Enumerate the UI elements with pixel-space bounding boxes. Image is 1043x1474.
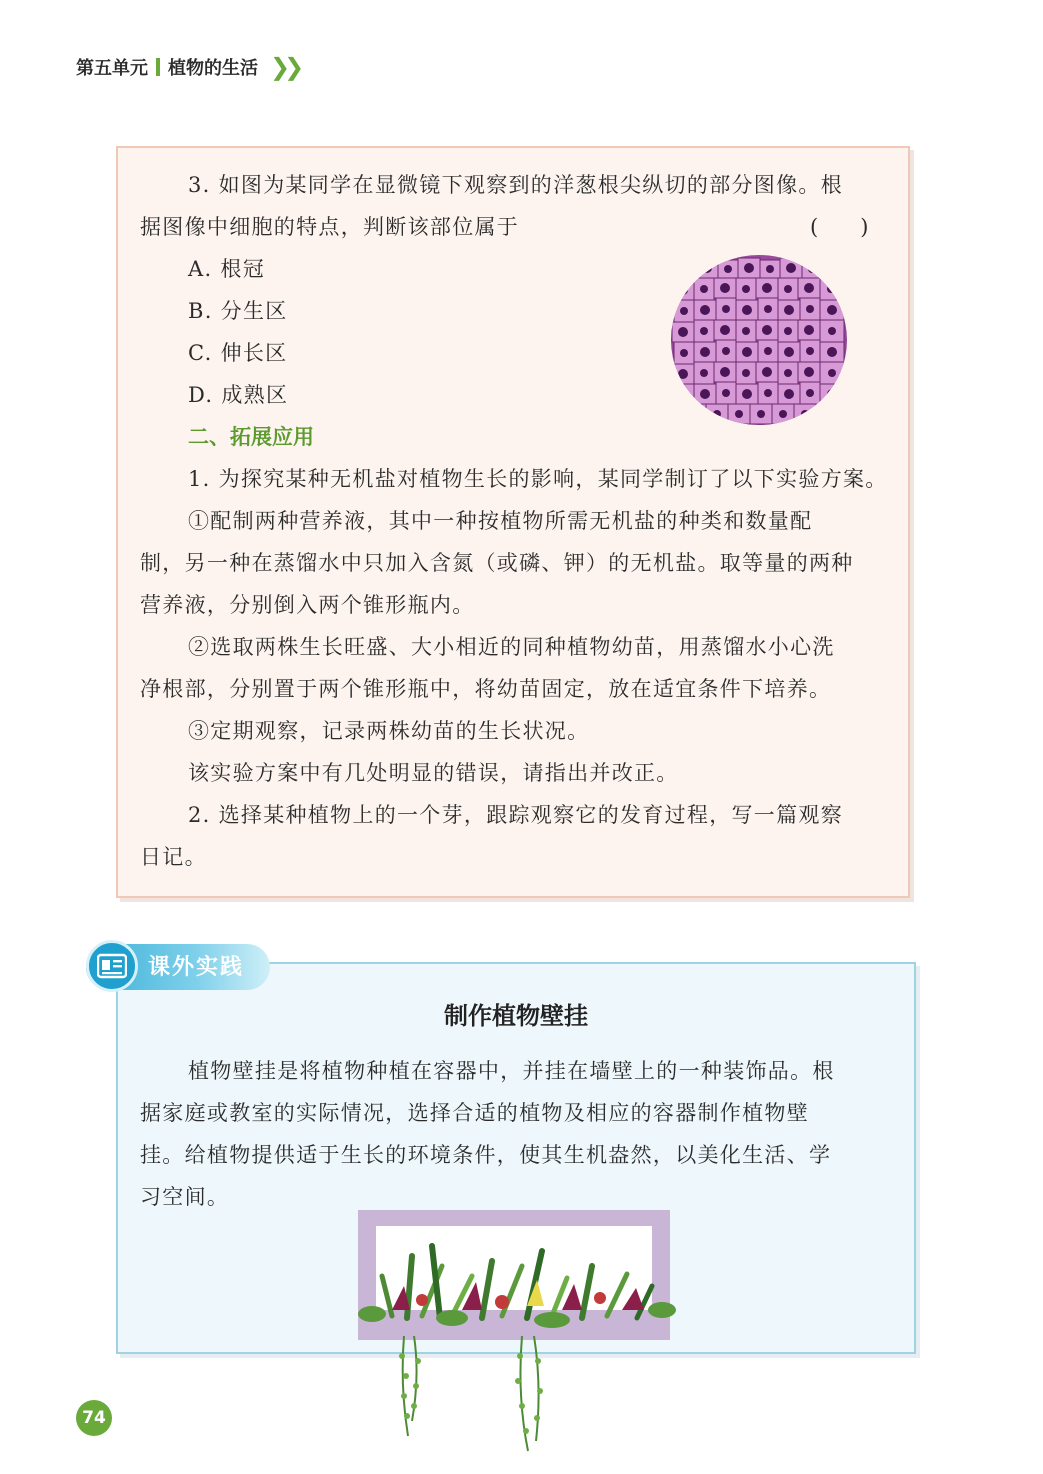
option-b: B. 分生区 [188, 299, 288, 323]
running-header [76, 52, 298, 82]
option-a: A. 根冠 [188, 257, 266, 281]
practice-paragraph-line: 植物壁挂是将植物种植在容器中，并挂在墙壁上的一种装饰品。根 [188, 1059, 835, 1083]
paragraph-line: 该实验方案中有几处明显的错误，请指出并改正。 [188, 761, 679, 785]
paragraph-line: 1. 为探究某种无机盐对植物生长的影响，某同学制订了以下实验方案。 [188, 467, 888, 491]
paragraph-line: 日记。 [140, 845, 207, 869]
chapter-label: 植物的生活 [168, 58, 258, 79]
option-d: D. 成熟区 [188, 383, 289, 407]
answer-parentheses: ( ) [810, 215, 869, 239]
practice-tab-icon-badge [86, 940, 138, 992]
question-3-line-1: 3. 如图为某同学在显微镜下观察到的洋葱根尖纵切的部分图像。根 [188, 173, 844, 197]
option-c: C. 伸长区 [188, 341, 288, 365]
paragraph-line: 2. 选择某种植物上的一个芽，跟踪观察它的发育过程，写一篇观察 [188, 803, 844, 827]
paragraph-line: ①配制两种营养液，其中一种按植物所需无机盐的种类和数量配 [188, 509, 813, 533]
double-chevron-icon: ❯❯ [270, 53, 299, 81]
practice-tab-label: 课外实践 [148, 955, 245, 980]
plant-wall-hanging-image [352, 1206, 682, 1456]
microscope-root-tip-image [670, 254, 848, 426]
page-number: 74 [76, 1400, 112, 1436]
paragraph-line: ③定期观察，记录两株幼苗的生长状况。 [188, 719, 590, 743]
question-3-line-2: 据图像中细胞的特点，判断该部位属于 [140, 215, 520, 239]
paragraph-line: 净根部，分别置于两个锥形瓶中，将幼苗固定，放在适宜条件下培养。 [140, 677, 832, 701]
practice-paragraph-line: 习空间。 [140, 1185, 230, 1209]
unit-label: 第五单元 [76, 58, 148, 79]
practice-paragraph-line: 据家庭或教室的实际情况，选择合适的植物及相应的容器制作植物壁 [140, 1101, 809, 1125]
id-card-icon [97, 953, 127, 979]
paragraph-line: 营养液，分别倒入两个锥形瓶内。 [140, 593, 475, 617]
exercise-box [116, 146, 910, 898]
paragraph-line: 制，另一种在蒸馏水中只加入含氮（或磷、钾）的无机盐。取等量的两种 [140, 551, 854, 575]
practice-title: 制作植物壁挂 [444, 1002, 588, 1030]
paragraph-line: ②选取两株生长旺盛、大小相近的同种植物幼苗，用蒸馏水小心洗 [188, 635, 835, 659]
practice-paragraph-line: 挂。给植物提供适于生长的环境条件，使其生机盎然，以美化生活、学 [140, 1143, 832, 1167]
header-divider [156, 58, 160, 76]
section-heading-extension: 二、拓展应用 [188, 425, 314, 449]
